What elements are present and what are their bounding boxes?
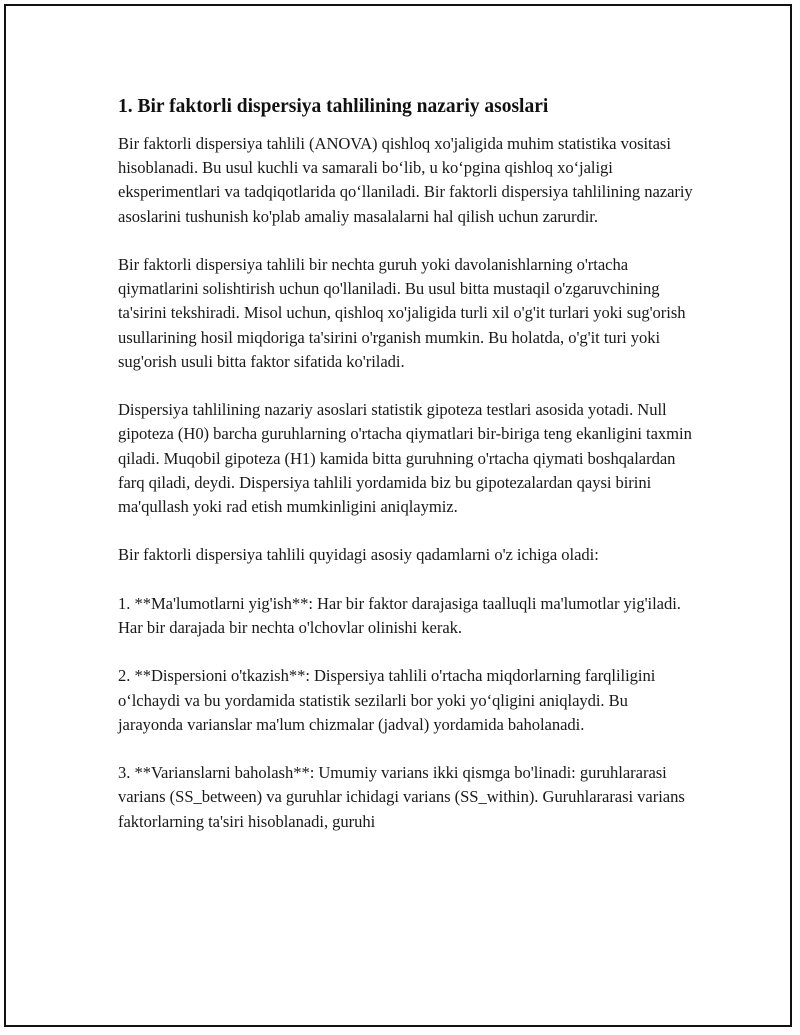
list-item-step-2: 2. **Dispersioni o'tkazish**: Dispersiya tahlili o'rtacha miqdorlarning farqliligini o‘lchaydi va bu yordamida statistik sezilarli bor yoki yo‘qligini aniqlaydi. Bu jarayonda varianslar ma'lum chizmalar (jadval) yordamida baholanadi. <box>118 666 656 734</box>
paragraph-intro: Bir faktorli dispersiya tahlili (ANOVA) qishloq xo'jaligida muhim statistika vositasi hisoblanadi. Bu usul kuchli va samarali bo‘lib, u ko‘pgina qishloq xo‘jaligi eksperimentlari va tadqiqotlarida qo‘llaniladi. Bir faktorli dispersiya tahlilining nazariy asoslarini tushunish ko'plab amaliy masalalarni hal qilish uchun zarurdir. <box>118 134 693 226</box>
list-item-step-3: 3. **Varianslarni baholash**: Umumiy varians ikki qismga bo'linadi: guruhlararasi varians (SS_between) va guruhlar ichidagi varians (SS_within). Guruhlararasi varians faktorlarning ta'siri hisoblanadi, guruhi <box>118 763 685 831</box>
section-heading: 1. Bir faktorli dispersiya tahlilining nazariy asoslari <box>118 96 549 117</box>
paragraph-steps-intro: Bir faktorli dispersiya tahlili quyidagi asosiy qadamlarni o'z ichiga oladi: <box>118 545 599 565</box>
paragraph-hypotheses: Dispersiya tahlilining nazariy asoslari statistik gipoteza testlari asosida yotadi. Null gipoteza (H0) barcha guruhlarning o'rtacha qiymatlari bir-biriga teng ekanligini taxmin qiladi. Muqobil gipoteza (H1) kamida bitta guruhning o'rtacha qiymati boshqalardan farq qiladi, deydi. Dispersiya tahlili yordamida biz bu gipotezalardan qaysi birini ma'qullash yoki rad etish mumkinligini aniqlaymiz. <box>118 400 692 517</box>
list-item-step-1: 1. **Ma'lumotlarni yig'ish**: Har bir faktor darajasiga taalluqli ma'lumotlar yig'iladi. Har bir darajada bir nechta o'lchovlar olinishi kerak. <box>118 593 681 637</box>
paragraph-purpose: Bir faktorli dispersiya tahlili bir nechta guruh yoki davolanishlarning o'rtacha qiymatlarini solishtirish uchun qo'llaniladi. Bu usul bitta mustaqil o'zgaruvchining ta'sirini tekshiradi. Misol uchun, qishloq xo'jaligida turli xil o'g'it turlari yoki sug'orish usullarining hosil miqdoriga ta'sirini o'rganish mumkin. Bu holatda, o'g'it turi yoki sug'orish usuli bitta faktor sifatida ko'riladi. <box>118 255 686 371</box>
document-body <box>118 94 693 834</box>
